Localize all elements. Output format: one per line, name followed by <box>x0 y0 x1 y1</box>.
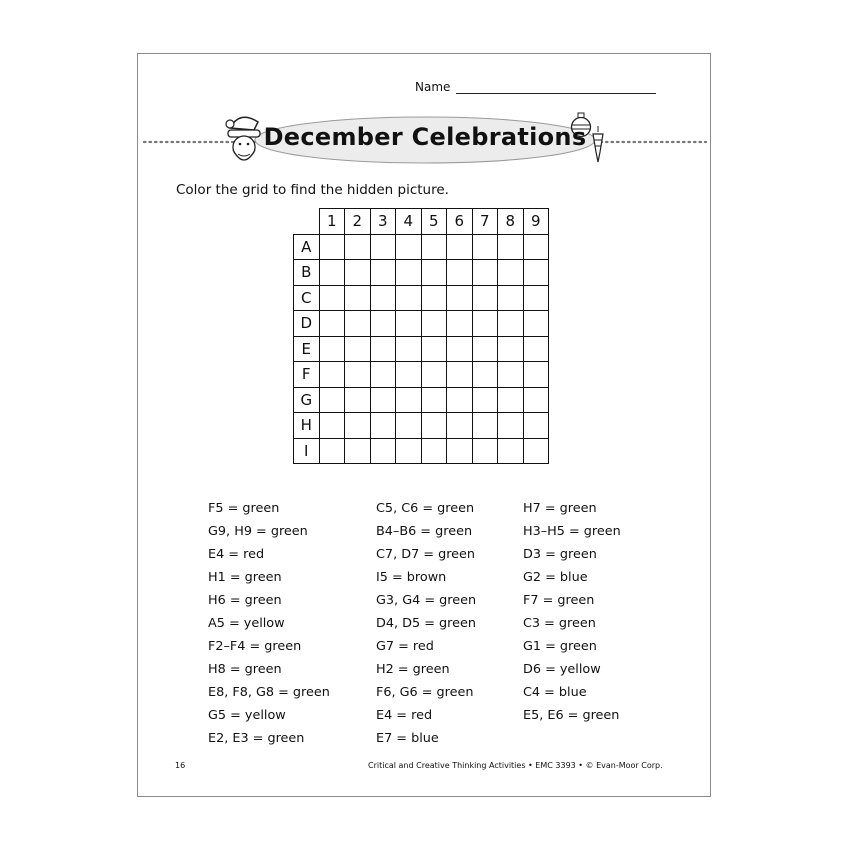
grid-cell[interactable] <box>447 362 473 388</box>
grid-cell[interactable] <box>472 234 498 260</box>
grid-column-header: 9 <box>523 209 549 235</box>
grid-cell[interactable] <box>498 438 524 464</box>
grid-cell[interactable] <box>498 387 524 413</box>
clue-item: G5 = yellow <box>208 708 286 723</box>
grid-row-header: D <box>294 311 320 337</box>
grid-cell[interactable] <box>472 260 498 286</box>
grid-column-header: 6 <box>447 209 473 235</box>
clue-item: B4–B6 = green <box>376 524 473 539</box>
clue-item: H7 = green <box>523 501 597 516</box>
grid-cell[interactable] <box>421 438 447 464</box>
grid-column-header: 2 <box>345 209 371 235</box>
grid-cell[interactable] <box>370 413 396 439</box>
grid-cell[interactable] <box>498 413 524 439</box>
grid-row-header: G <box>294 387 320 413</box>
grid-cell[interactable] <box>319 285 345 311</box>
grid-row-header: E <box>294 336 320 362</box>
grid-cell[interactable] <box>447 260 473 286</box>
clue-item: G1 = green <box>523 639 597 654</box>
clue-item: C5, C6 = green <box>376 501 475 516</box>
grid-cell[interactable] <box>396 311 422 337</box>
grid-cell[interactable] <box>447 387 473 413</box>
clue-item: D6 = yellow <box>523 662 601 677</box>
grid-cell[interactable] <box>447 438 473 464</box>
grid-row-header: A <box>294 234 320 260</box>
clue-item: E4 = red <box>376 708 433 723</box>
clue-item: C3 = green <box>523 616 596 631</box>
grid-cell[interactable] <box>447 234 473 260</box>
grid-cell[interactable] <box>370 362 396 388</box>
grid-row-header: F <box>294 362 320 388</box>
clue-item: G3, G4 = green <box>376 593 477 608</box>
grid-cell[interactable] <box>370 234 396 260</box>
clue-item: F5 = green <box>208 501 280 516</box>
clue-item: E8, F8, G8 = green <box>208 685 330 700</box>
grid-cell[interactable] <box>345 285 371 311</box>
grid-cell[interactable] <box>421 260 447 286</box>
grid-cell[interactable] <box>345 311 371 337</box>
grid-cell[interactable] <box>498 234 524 260</box>
clue-column-1 <box>208 497 330 750</box>
clue-item: H2 = green <box>376 662 450 677</box>
clue-item: G9, H9 = green <box>208 524 308 539</box>
grid-cell[interactable] <box>319 336 345 362</box>
grid-column-header: 8 <box>498 209 524 235</box>
grid-column-header: 3 <box>370 209 396 235</box>
grid-cell[interactable] <box>319 413 345 439</box>
clue-item: E7 = blue <box>376 731 439 746</box>
grid-cell[interactable] <box>345 413 371 439</box>
grid-cell[interactable] <box>319 260 345 286</box>
grid-cell[interactable] <box>523 234 549 260</box>
grid-cell[interactable] <box>319 311 345 337</box>
grid-cell[interactable] <box>421 311 447 337</box>
grid-cell[interactable] <box>370 336 396 362</box>
grid-cell[interactable] <box>421 285 447 311</box>
clue-item: E2, E3 = green <box>208 731 305 746</box>
grid-row-header: I <box>294 438 320 464</box>
grid-cell[interactable] <box>523 387 549 413</box>
grid-cell[interactable] <box>345 387 371 413</box>
grid-cell[interactable] <box>472 362 498 388</box>
clue-item: A5 = yellow <box>208 616 285 631</box>
clue-column-3 <box>523 497 621 727</box>
grid-cell[interactable] <box>498 311 524 337</box>
name-label: Name <box>415 80 451 94</box>
worksheet-page <box>137 53 711 797</box>
grid-cell[interactable] <box>523 260 549 286</box>
grid-cell[interactable] <box>396 362 422 388</box>
grid-cell[interactable] <box>472 387 498 413</box>
clue-item: H1 = green <box>208 570 282 585</box>
clue-item: D4, D5 = green <box>376 616 476 631</box>
clue-item: G2 = blue <box>523 570 588 585</box>
grid-cell[interactable] <box>396 336 422 362</box>
grid-cell[interactable] <box>523 336 549 362</box>
grid-cell[interactable] <box>472 285 498 311</box>
grid-cell[interactable] <box>447 413 473 439</box>
grid-cell[interactable] <box>370 285 396 311</box>
grid-cell[interactable] <box>345 260 371 286</box>
grid-cell[interactable] <box>345 362 371 388</box>
grid-corner <box>294 209 320 235</box>
grid-cell[interactable] <box>472 311 498 337</box>
clue-item: F7 = green <box>523 593 595 608</box>
grid-cell[interactable] <box>421 362 447 388</box>
grid-cell[interactable] <box>319 438 345 464</box>
grid-cell[interactable] <box>396 260 422 286</box>
grid-cell[interactable] <box>319 234 345 260</box>
grid-cell[interactable] <box>319 362 345 388</box>
page-title: December Celebrations <box>263 123 587 151</box>
grid-cell[interactable] <box>345 234 371 260</box>
clue-item: G7 = red <box>376 639 434 654</box>
clue-item: I5 = brown <box>376 570 447 585</box>
grid-column-header: 5 <box>421 209 447 235</box>
grid-column-header: 1 <box>319 209 345 235</box>
grid-row-header: H <box>294 413 320 439</box>
clue-item: E5, E6 = green <box>523 708 620 723</box>
footer-credit: Critical and Creative Thinking Activities • EMC 3393 • © Evan-Moor Corp. <box>368 761 663 770</box>
grid-cell[interactable] <box>396 438 422 464</box>
grid-column-header: 4 <box>396 209 422 235</box>
clue-item: E4 = red <box>208 547 265 562</box>
grid-cell[interactable] <box>370 260 396 286</box>
grid-row-header: B <box>294 260 320 286</box>
grid-cell[interactable] <box>345 438 371 464</box>
grid-cell[interactable] <box>370 387 396 413</box>
grid-cell[interactable] <box>421 336 447 362</box>
grid-cell[interactable] <box>523 362 549 388</box>
grid-cell[interactable] <box>396 413 422 439</box>
grid-cell[interactable] <box>345 336 371 362</box>
instructions: Color the grid to find the hidden picture. <box>176 182 449 198</box>
grid-cell[interactable] <box>498 336 524 362</box>
grid-cell[interactable] <box>421 387 447 413</box>
grid-cell[interactable] <box>447 285 473 311</box>
clue-item: C7, D7 = green <box>376 547 476 562</box>
grid-cell[interactable] <box>472 438 498 464</box>
clue-column-2 <box>376 497 476 750</box>
grid-column-header: 7 <box>472 209 498 235</box>
grid-cell[interactable] <box>396 387 422 413</box>
clue-item: F6, G6 = green <box>376 685 474 700</box>
grid-cell[interactable] <box>472 336 498 362</box>
clue-item: H3–H5 = green <box>523 524 621 539</box>
grid-cell[interactable] <box>447 336 473 362</box>
grid-cell[interactable] <box>523 413 549 439</box>
grid-cell[interactable] <box>472 413 498 439</box>
name-field-row <box>415 80 656 94</box>
name-line[interactable] <box>456 81 656 94</box>
grid-cell[interactable] <box>447 311 473 337</box>
grid-cell[interactable] <box>396 234 422 260</box>
grid-cell[interactable] <box>421 413 447 439</box>
coloring-grid <box>293 208 549 464</box>
grid-cell[interactable] <box>370 438 396 464</box>
clue-item: F2–F4 = green <box>208 639 302 654</box>
grid-cell[interactable] <box>523 438 549 464</box>
grid-cell[interactable] <box>498 260 524 286</box>
clue-item: H6 = green <box>208 593 282 608</box>
grid-cell[interactable] <box>523 311 549 337</box>
clue-item: H8 = green <box>208 662 282 677</box>
clue-item: D3 = green <box>523 547 597 562</box>
grid-cell[interactable] <box>498 362 524 388</box>
page-number: 16 <box>175 761 186 770</box>
grid-cell[interactable] <box>498 285 524 311</box>
grid-cell[interactable] <box>370 311 396 337</box>
clue-item: C4 = blue <box>523 685 587 700</box>
grid-cell[interactable] <box>319 387 345 413</box>
grid-cell[interactable] <box>523 285 549 311</box>
grid-row-header: C <box>294 285 320 311</box>
grid-cell[interactable] <box>396 285 422 311</box>
grid-cell[interactable] <box>421 234 447 260</box>
